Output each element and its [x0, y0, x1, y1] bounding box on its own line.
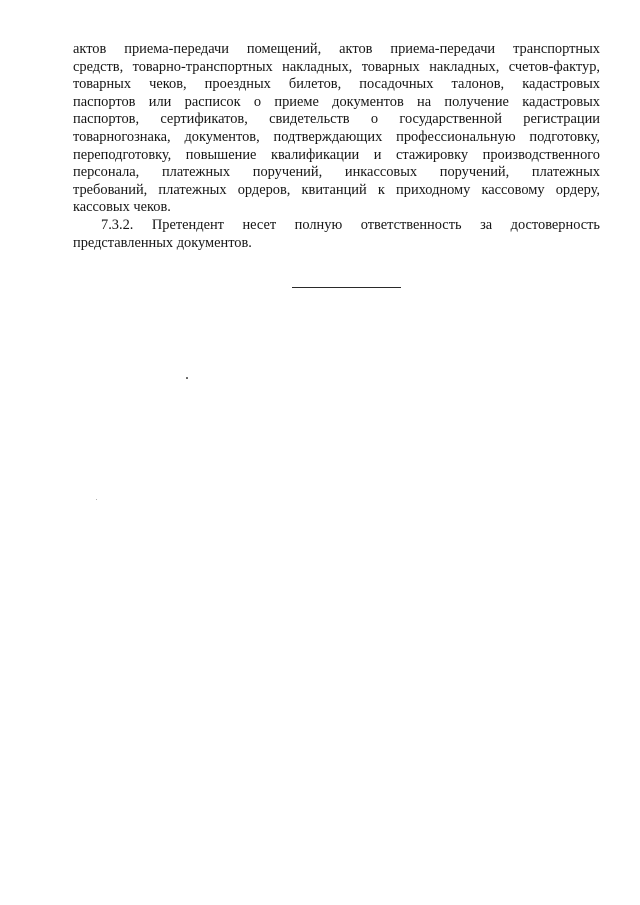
scan-speck — [96, 499, 97, 500]
text-line: представленных документов. — [73, 234, 252, 251]
text-line: средств, товарно-транспортных накладных, товарных накладных, счетов-фактур, — [73, 58, 600, 75]
text-line: требований, платежных ордеров, квитанций к приходному кассовому ордеру, — [73, 181, 600, 198]
paragraph-documents-list — [73, 41, 600, 217]
text-line: персонала, платежных поручений, инкассовых поручений, платежных — [73, 164, 600, 181]
scan-speck — [186, 377, 188, 379]
paragraph-7-3-2 — [73, 217, 600, 252]
text-line: паспортов или расписок о приеме документов на получение кадастровых — [73, 93, 600, 110]
text-line: переподготовку, повышение квалификации и стажировку производственного — [73, 146, 600, 163]
text-line: 7.3.2. Претендент несет полную ответственность за достоверность — [101, 216, 600, 233]
text-line: актов приема-передачи помещений, актов приема-передачи транспортных — [73, 41, 600, 57]
text-line: товарногознака, документов, подтверждающих профессиональную подготовку, — [73, 128, 600, 145]
document-body — [73, 41, 600, 252]
text-line: кассовых чеков. — [73, 199, 171, 216]
end-separator-line — [292, 287, 401, 288]
text-line: товарных чеков, проездных билетов, посадочных талонов, кадастровых — [73, 76, 600, 93]
text-line: паспортов, сертификатов, свидетельств о государственной регистрации — [73, 111, 600, 128]
